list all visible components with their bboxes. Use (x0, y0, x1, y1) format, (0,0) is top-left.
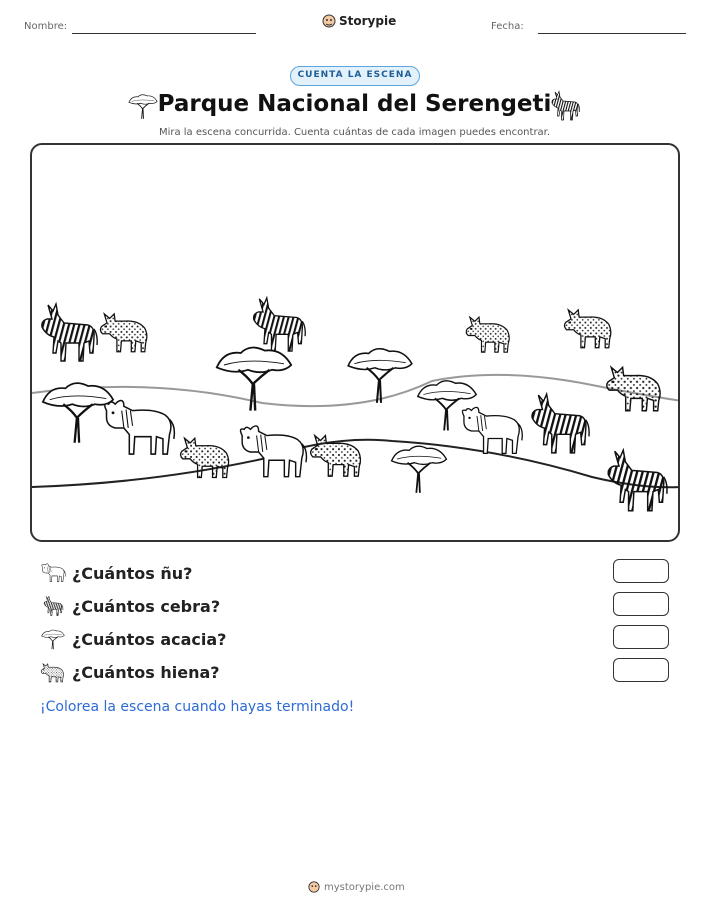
scene-frame (30, 143, 680, 542)
question-row-hyena (40, 661, 220, 683)
question-row-zebra (40, 595, 220, 617)
wildebeest-3 (236, 421, 308, 483)
zebra-icon (40, 595, 66, 617)
storypie-mascot-icon (322, 13, 336, 29)
category-badge: CUENTA LA ESCENA (290, 66, 420, 86)
brand-name: Storypie (339, 14, 397, 28)
zebra-1 (38, 301, 98, 365)
acacia-2 (344, 343, 416, 405)
hyena-6 (308, 429, 366, 479)
hyena-2 (464, 311, 514, 355)
hyena-1 (98, 307, 152, 355)
wildebeest-1 (100, 395, 176, 461)
answer-box-zebra[interactable] (613, 592, 669, 616)
acacia-1 (212, 341, 296, 413)
answer-box-wildebeest[interactable] (613, 559, 669, 583)
zebra-4 (604, 447, 668, 515)
hyena-icon (40, 661, 66, 683)
page-title: Parque Nacional del Serengeti (157, 91, 552, 117)
name-field[interactable] (72, 33, 256, 34)
answer-box-acacia[interactable] (613, 625, 669, 649)
date-field[interactable] (538, 33, 686, 34)
coloring-note: ¡Colorea la escena cuando hayas terminado! (40, 699, 355, 715)
answer-box-hyena[interactable] (613, 658, 669, 682)
question-row-acacia (40, 628, 226, 650)
hyena-4 (604, 359, 666, 415)
question-text: ¿Cuántos ñu? (72, 563, 193, 583)
question-row-wildebeest (40, 562, 192, 584)
hyena-5 (178, 431, 234, 481)
name-label: Nombre: (24, 21, 68, 32)
question-text: ¿Cuántos acacia? (72, 629, 227, 649)
question-text: ¿Cuántos cebra? (72, 596, 221, 616)
acacia-icon (40, 628, 66, 650)
brand-logo (322, 13, 396, 29)
storypie-mascot-icon (308, 880, 320, 894)
site-footer (308, 880, 405, 894)
wildebeest-icon (40, 562, 66, 584)
hyena-3 (562, 303, 616, 351)
instructions: Mira la escena concurrida. Cuenta cuántas de cada imagen puedes encontrar. (158, 127, 551, 138)
site-url: mystorypie.com (324, 881, 405, 893)
question-text: ¿Cuántos hiena? (72, 662, 220, 682)
date-label: Fecha: (491, 21, 524, 32)
wildebeest-2 (458, 403, 524, 459)
acacia-5 (388, 441, 450, 495)
zebra-title-icon (550, 90, 580, 122)
zebra-3 (528, 391, 590, 457)
